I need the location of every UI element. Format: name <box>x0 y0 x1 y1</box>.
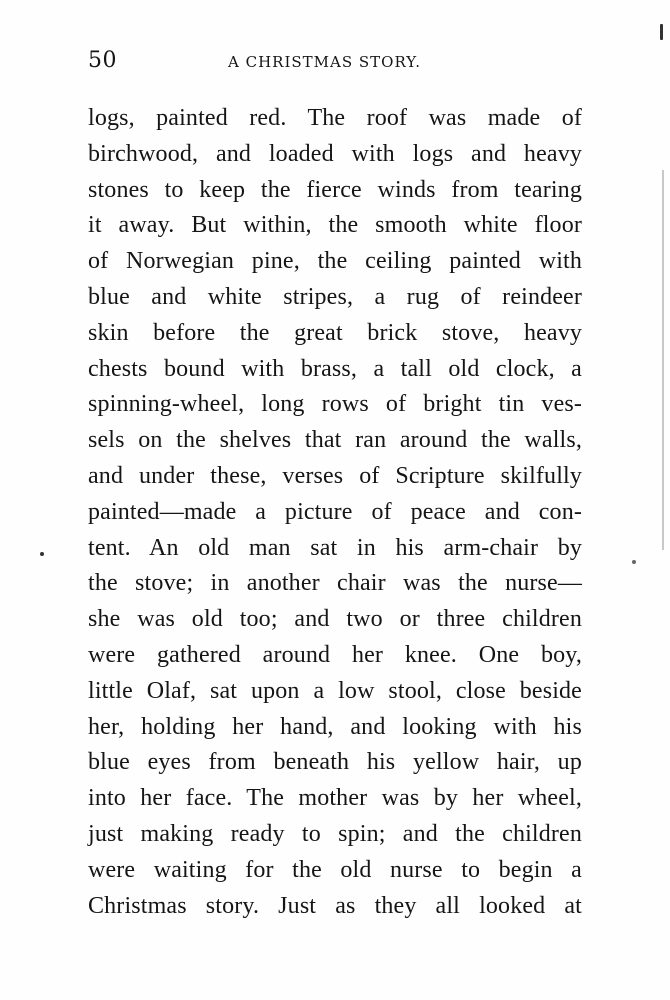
page-edge-shadow <box>662 170 664 550</box>
text-line: painted—made a picture of peace and con- <box>88 498 582 525</box>
text-line: birchwood, and loaded with logs and heavy <box>88 140 582 167</box>
text-line: blue and white stripes, a rug of reindeer <box>88 283 582 310</box>
text-line: were gathered around her knee. One boy, <box>88 641 582 668</box>
text-line: little Olaf, sat upon a low stool, close beside <box>88 677 582 704</box>
running-head <box>88 48 582 76</box>
speck-mark <box>40 552 44 556</box>
text-line: Christmas story. Just as they all looked at <box>88 892 582 919</box>
text-line: spinning-wheel, long rows of bright tin ves- <box>88 391 582 418</box>
text-line: logs, painted red. The roof was made of <box>88 105 582 131</box>
scan-mark <box>660 24 663 40</box>
text-line: tent. An old man sat in his arm-chair by <box>88 534 582 561</box>
text-line: just making ready to spin; and the children <box>88 820 582 847</box>
text-line: skin before the great brick stove, heavy <box>88 319 582 346</box>
text-line: she was old too; and two or three children <box>88 606 582 633</box>
page-number: 50 <box>88 48 117 73</box>
text-line: sels on the shelves that ran around the walls, <box>88 427 582 454</box>
text-line: it away. But within, the smooth white floor <box>88 212 582 239</box>
text-line: were waiting for the old nurse to begin a <box>88 856 582 883</box>
body-text <box>88 101 582 924</box>
text-line: blue eyes from beneath his yellow hair, up <box>88 749 582 776</box>
running-title: A CHRISTMAS STORY. <box>228 53 422 71</box>
text-line: her, holding her hand, and looking with his <box>88 713 582 740</box>
text-line: the stove; in another chair was the nurse— <box>88 570 582 597</box>
text-line: and under these, verses of Scripture skilfully <box>88 462 582 489</box>
text-line: chests bound with brass, a tall old clock, a <box>88 355 582 382</box>
text-line: into her face. The mother was by her wheel, <box>88 785 582 812</box>
text-line: of Norwegian pine, the ceiling painted with <box>88 248 582 275</box>
text-line: stones to keep the fierce winds from tearing <box>88 176 582 203</box>
speck-mark <box>632 560 636 564</box>
